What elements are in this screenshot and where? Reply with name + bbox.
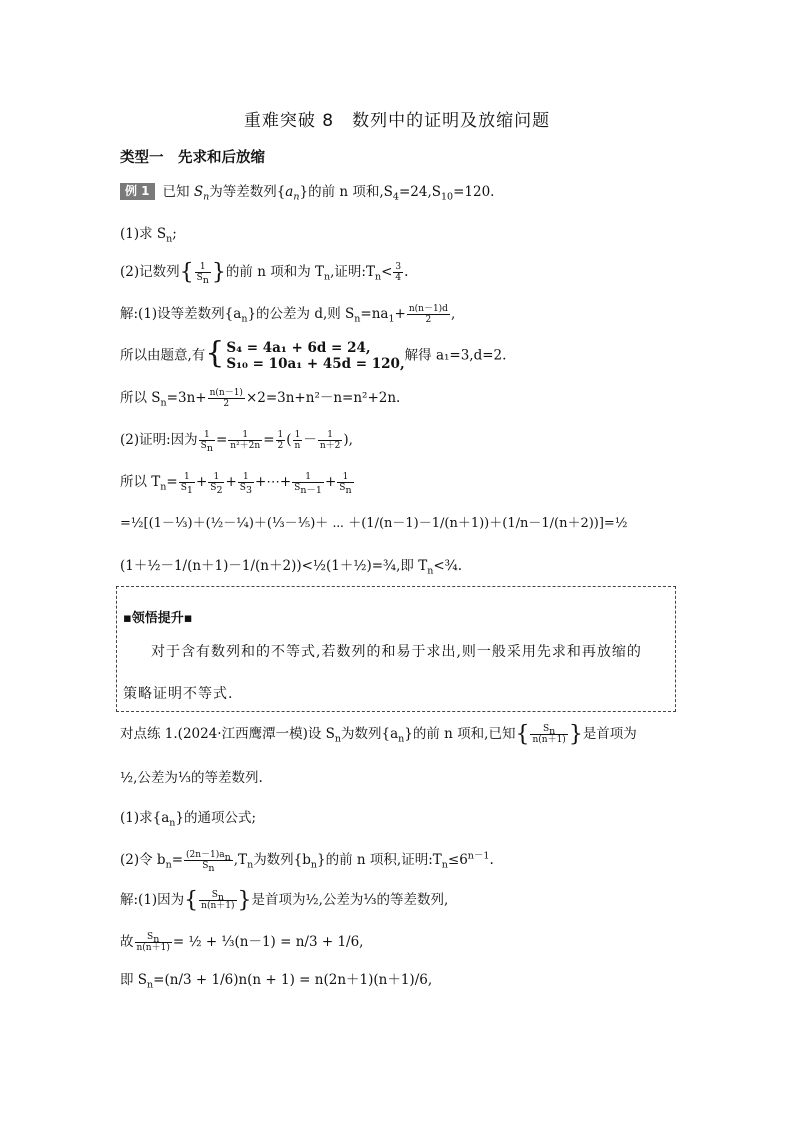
exercise-part2: (2)令 $b_n=$ $\frac{(2n-1)a_n}{S_n}$ $,T_n$为数列$\{b_n\}$的前 n 项积,证明$:T_n\le 6^{n-1}$. (120, 850, 494, 874)
exercise-part1: (1)求$\{a_n\}$的通项公式; (120, 810, 257, 829)
example-part1: (1)求 $S_n$; (120, 226, 177, 245)
section-heading: 类型一 先求和后放缩 (120, 150, 265, 166)
solution-line1: 解:(1)设等差数列$\{a_n\}$的公差为 d,则 $S_n=na_1+$ $\frac{n(n-1)d}{2}$ , (120, 304, 456, 325)
callout-body-line2: 策略证明不等式. (123, 686, 234, 702)
exercise-solution2: 故 $\frac{S_n}{n(n+1)}$ = ½ + ⅓(n－1) = n/3 + 1/6, (120, 932, 364, 953)
proof-line1: (2)证明:因为 $\frac{1}{S_n}$ = $\frac{1}{\text{n²＋2n}}$ = $\frac{1}{2}$ ( $\frac{1}{n}$ － $\frac{1}{n+2}$ ), (120, 430, 353, 454)
example-badge: 例 1 (120, 183, 155, 200)
proof-tn-expand: =½[(1－⅓)＋(½－¼)＋(⅓－⅕)＋ ⋯ ＋(1/(n－1)－1/(n＋1))＋(1/n－1/(n＋2))]=½ (120, 516, 628, 531)
callout-body-line1: 对于含有数列和的不等式,若数列的和易于求出,则一般采用先求和再放缩的 (151, 644, 642, 660)
exercise-line2: ½,公差为⅓的等差数列. (120, 770, 263, 786)
solution-system: 所以由题意,有{ S₄ = 4a₁ + 6d = 24, S₁₀ = 10a₁ + 45d = 120, 解得 a₁=3,d=2. (120, 335, 507, 372)
proof-tn-sum: 所以 $T_n=$ $\frac{1}{S_1}$ + $\frac{1}{S_2}$ + $\frac{1}{S_3}$ +⋯+ $\frac{1}{S_{n-1}}$ + $\frac{1}{S_n}$ (120, 472, 352, 496)
exercise-solution3: 即 $S_n=(n/3 + 1/6)n(n + 1) = n(2n+1)(n+1)/6$, (120, 972, 433, 991)
proof-tn-final: (1＋½－1/(n＋1)－1/(n＋2))<½(1＋½)=¾,即 $T_n<\frac{3}{4}$. (120, 558, 463, 577)
example-statement: 例 1 已知 $S_n$为等差数列$\{a_n\}$的前 n 项和$,S_4=24,S_{10}=120$. (120, 182, 494, 202)
page-title: 重难突破 8 数列中的证明及放缩问题 (243, 111, 551, 131)
callout-title: ▪领悟提升▪ (123, 611, 193, 626)
insight-callout (116, 586, 676, 712)
exercise-statement: 对点练 1.(2024·江西鹰潭一模)设 $S_n$为数列$\{a_n\}$的前 n 项和,已知{ $\frac{S_n}{n(n+1)}$ }是首项为 (120, 722, 637, 747)
example-part2: (2)记数列{ $\frac{1}{S_n}$ }的前 n 项和为 $T_n$,证明$:T_n<$ $\frac{3}{4}$ . (120, 260, 409, 286)
exercise-solution1: 解:(1)因为{ $\frac{S_n}{n(n+1)}$ }是首项为½,公差为⅓的等差数列, (120, 888, 449, 913)
solution-sn: 所以 $S_n=3n+$ $\frac{n(n-1)}{2}$ ×2=3n+n²－n=n²+2n. (120, 388, 401, 409)
